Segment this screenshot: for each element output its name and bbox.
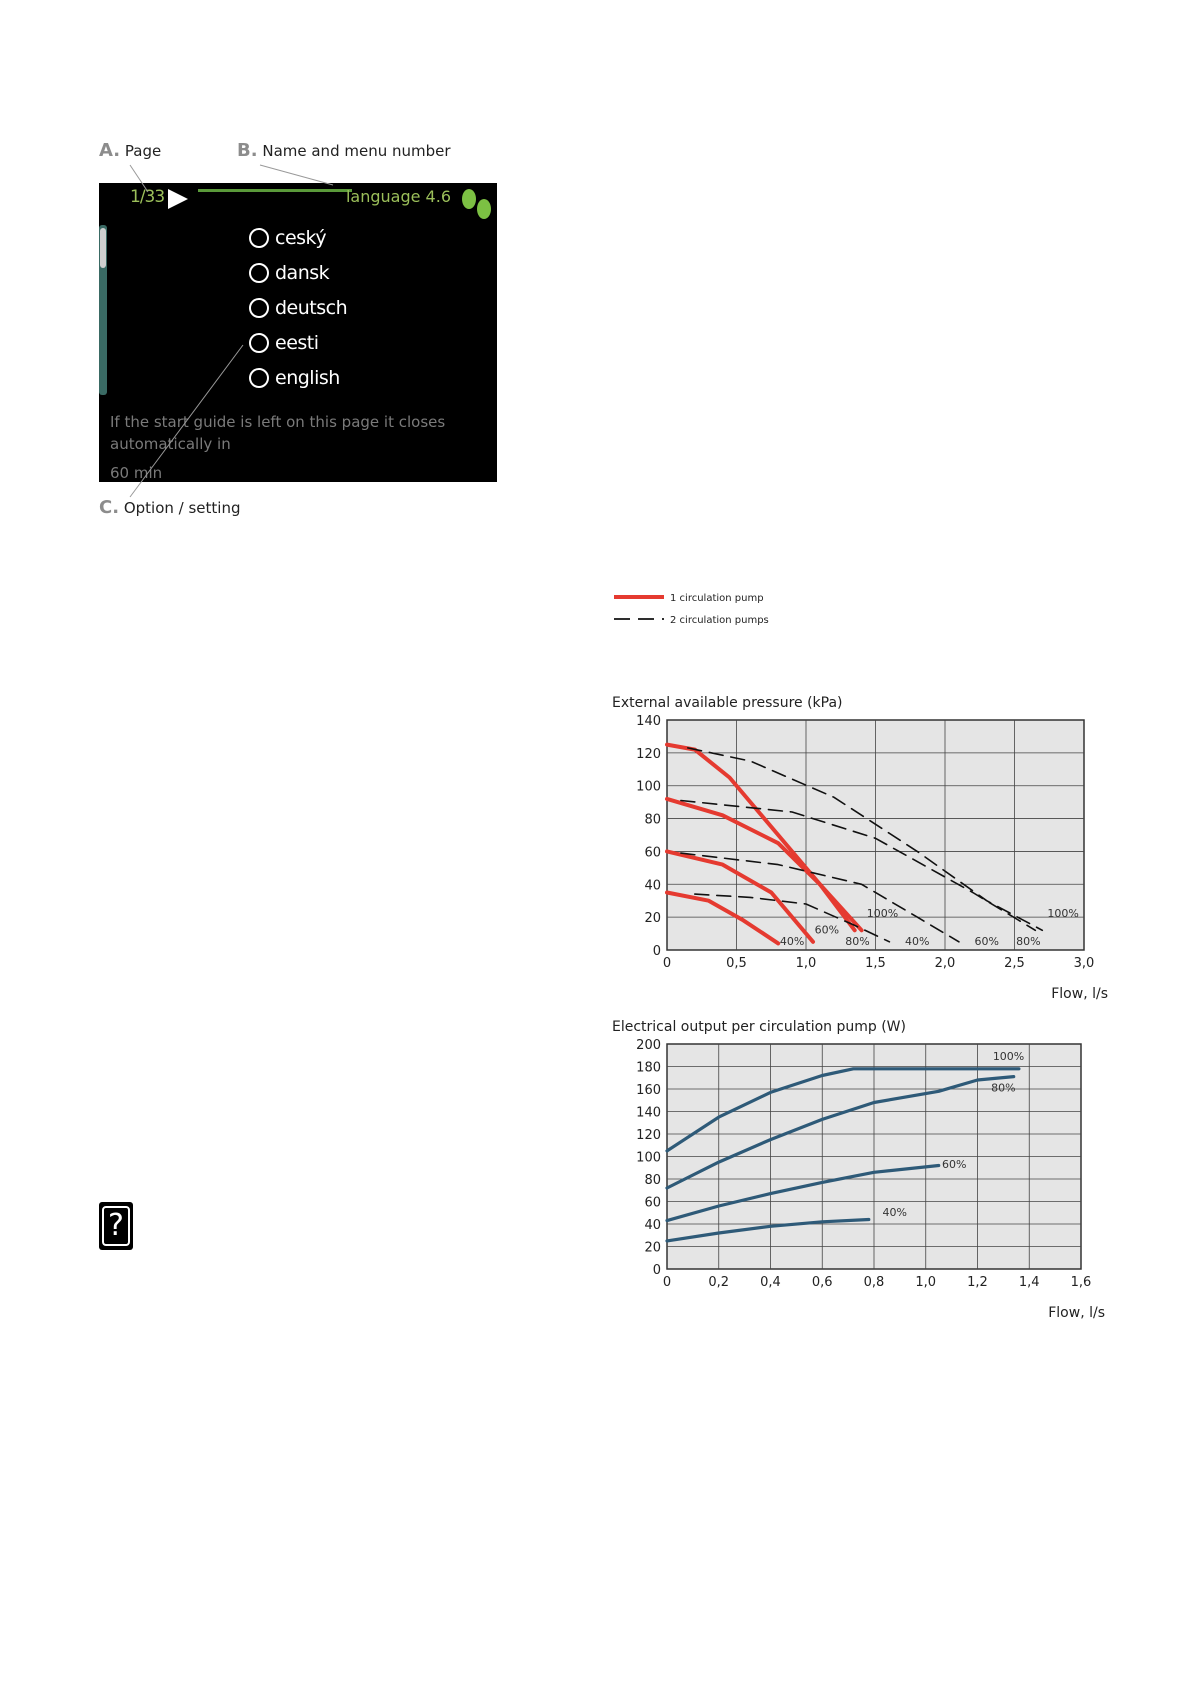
y-tick-label: 60 xyxy=(644,1195,661,1211)
x-tick-label: 1,5 xyxy=(865,956,886,971)
chart-2-title-wrap xyxy=(612,1016,906,1035)
y-tick-label: 40 xyxy=(644,1218,661,1233)
x-tick-label: 3,0 xyxy=(1073,956,1095,971)
help-icon[interactable] xyxy=(99,1202,133,1250)
y-tick-label: 180 xyxy=(636,1060,661,1076)
label-c-text: Option / setting xyxy=(123,499,241,517)
option-label: deutsch xyxy=(275,297,348,319)
callout-line-b xyxy=(260,165,333,185)
legend-two-pumps-label: 2 circulation pumps xyxy=(670,615,769,626)
x-tick-label: 1,4 xyxy=(1018,1275,1040,1290)
y-tick-label: 140 xyxy=(636,1105,661,1121)
start-guide-info: If the start guide is left on this page it closes automatically in xyxy=(110,413,446,453)
series-annotation: 60% xyxy=(941,1157,967,1171)
x-tick-label: 0,4 xyxy=(760,1275,781,1290)
label-a-text: Page xyxy=(124,142,162,160)
option-label: eesti xyxy=(275,332,319,354)
x-tick-label: 1,0 xyxy=(915,1275,937,1290)
series-annotation: 40% xyxy=(779,935,805,949)
y-tick-label: 20 xyxy=(644,911,661,927)
y-tick-label: 120 xyxy=(636,746,661,762)
x-tick-label: 0,5 xyxy=(726,956,747,971)
series-annotation: 40% xyxy=(882,1206,907,1220)
series-annotation: 40% xyxy=(904,935,930,949)
y-tick-label: 40 xyxy=(644,878,661,894)
x-tick-label: 0,2 xyxy=(708,1275,730,1290)
y-tick-label: 80 xyxy=(644,1173,661,1188)
question-mark-icon: ? xyxy=(102,1206,130,1246)
y-tick-label: 80 xyxy=(644,812,661,828)
y-tick-label: 140 xyxy=(636,714,661,729)
label-b-text: Name and menu number xyxy=(262,142,451,160)
option-label: ceský xyxy=(275,227,327,249)
x-tick-label: 0,8 xyxy=(863,1275,885,1290)
series-annotation: 60% xyxy=(814,923,840,937)
series-annotation: 100% xyxy=(866,907,899,921)
option-label: dansk xyxy=(275,262,330,284)
y-tick-label: 160 xyxy=(636,1083,661,1098)
legend-one-pump-label: 1 circulation pump xyxy=(670,593,764,604)
series-annotation: 100% xyxy=(992,1049,1025,1063)
series-annotation: 80% xyxy=(991,1081,1016,1095)
x-tick-label: 1,0 xyxy=(795,956,817,971)
x-axis-label: Flow, l/s xyxy=(1051,986,1108,1002)
series-annotation: 60% xyxy=(974,935,999,949)
y-tick-label: 0 xyxy=(652,1263,661,1278)
chart-1-title: External available pressure (kPa) xyxy=(612,695,843,711)
x-axis-label: Flow, l/s xyxy=(1048,1305,1105,1321)
chart-electrical-output xyxy=(612,1036,1112,1326)
y-tick-label: 20 xyxy=(644,1240,661,1256)
page-number: 1/33 xyxy=(130,187,165,207)
x-tick-label: 0 xyxy=(662,1275,672,1290)
y-tick-label: 200 xyxy=(636,1038,661,1053)
series-annotation: 80% xyxy=(1016,935,1041,949)
chart-pressure xyxy=(612,712,1112,1002)
x-tick-label: 2,5 xyxy=(1004,956,1025,971)
chart-1-title-wrap xyxy=(612,692,843,711)
label-c-letter: C. xyxy=(99,497,120,518)
label-a-letter: A. xyxy=(99,140,121,161)
series-annotation: 100% xyxy=(1047,907,1079,921)
option-label: english xyxy=(275,367,340,389)
y-tick-label: 120 xyxy=(636,1128,661,1143)
y-tick-label: 100 xyxy=(636,1150,661,1166)
label-b-letter: B. xyxy=(237,140,258,161)
x-tick-label: 2,0 xyxy=(934,956,956,971)
chart-2-title: Electrical output per circulation pump (W) xyxy=(612,1019,906,1035)
series-annotation: 80% xyxy=(845,935,870,949)
y-tick-label: 60 xyxy=(644,845,661,861)
start-guide-time: 60 min xyxy=(110,464,163,482)
legend xyxy=(612,588,832,628)
callout-line-a xyxy=(130,165,148,192)
menu-title: language 4.6 xyxy=(345,187,451,206)
y-tick-label: 100 xyxy=(636,779,661,795)
callout-lines xyxy=(0,0,1191,560)
x-tick-label: 0,6 xyxy=(811,1275,833,1290)
callout-line-c xyxy=(130,345,243,497)
x-tick-label: 0 xyxy=(662,956,672,971)
x-tick-label: 1,2 xyxy=(967,1275,988,1290)
x-tick-label: 1,6 xyxy=(1070,1275,1092,1290)
y-tick-label: 0 xyxy=(652,944,661,959)
